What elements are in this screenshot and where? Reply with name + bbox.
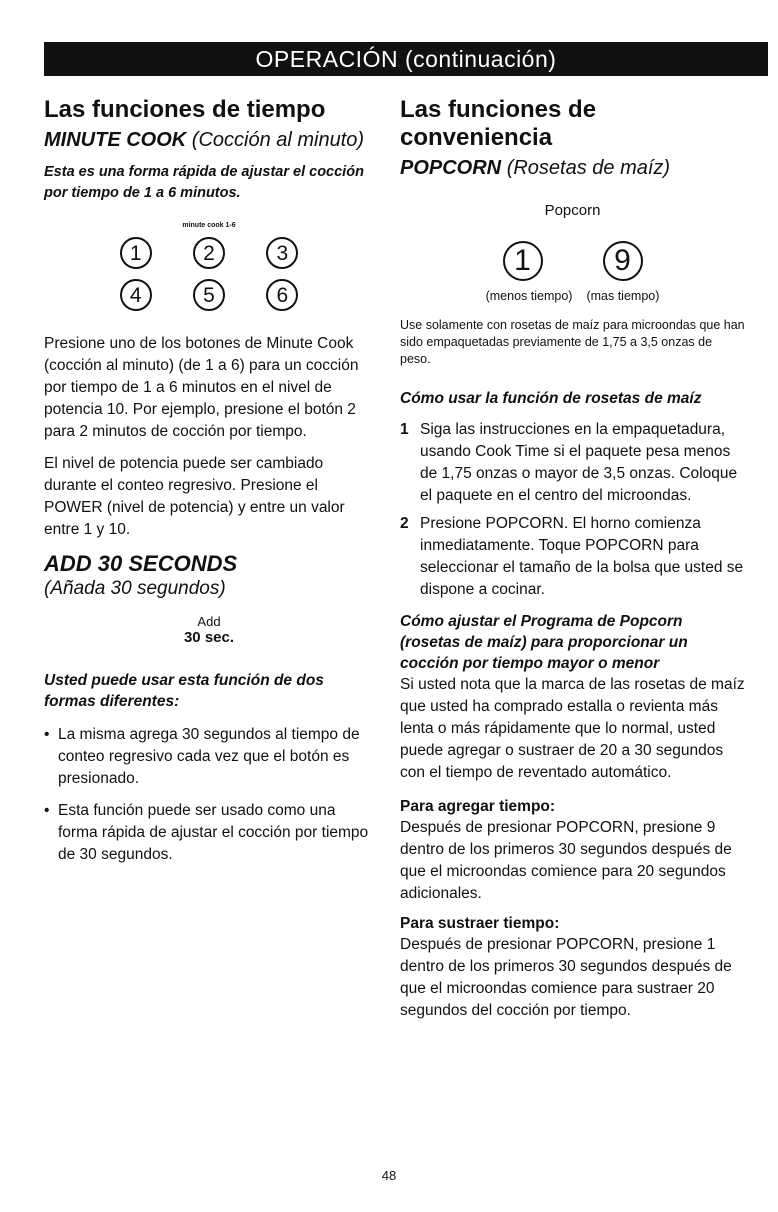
minute-cook-key-label: minute cook 1-6 — [182, 222, 236, 229]
subtract-time-paragraph: Después de presionar POPCORN, presione 1 dentro de los primeros 30 segundos después de que el microondas comience para sustraer 20 segundos del cocción por tiempo. — [400, 936, 732, 1019]
list-item: • La misma agrega 30 segundos al tiempo de conteo regresivo cada vez que el botón es presionado. — [44, 724, 374, 790]
minute-cook-key-3[interactable]: 3 — [266, 237, 298, 269]
list-item: • Esta función puede ser usado como una forma rápida de ajustar el cocción por tiempo de 30 segundos. — [44, 800, 374, 866]
add-time-paragraph: Después de presionar POPCORN, presione 9 dentro de los primeros 30 segundos después de que el microondas comience para 20 segundos adicionales. — [400, 819, 732, 902]
popcorn-note: Use solamente con rosetas de maíz para microondas que han sido empaquetadas previamente de 1,75 a 3,5 onzas de peso. — [400, 318, 745, 366]
step-number: 2 — [400, 515, 409, 532]
minute-cook-paragraph-2: El nivel de potencia puede ser cambiado durante el conteo regresivo. Presione el POWER (nivel de potencia) y entre un valor entre 1 y 10. — [44, 455, 345, 538]
add-30-seconds-translation: (Añada 30 segundos) — [44, 578, 226, 599]
popcorn-key-1[interactable]: 1 — [503, 241, 543, 281]
popcorn-key-captions — [400, 289, 745, 303]
popcorn-title — [400, 156, 745, 180]
popcorn-keypad — [400, 241, 745, 281]
add-30-sec-button[interactable] — [44, 614, 374, 646]
list-item — [400, 419, 745, 507]
list-item — [400, 513, 745, 601]
popcorn-translation: (Rosetas de maíz) — [506, 157, 671, 179]
step-text: Siga las instrucciones en la empaquetadura, usando Cook Time si el paquete pesa menos de 1,75 onzas o mayor de 3,5 onzas. Coloque el paquete en el centro del microondas. — [420, 421, 738, 504]
add-30-usage-heading: Usted puede usar esta función de dos formas diferentes: — [44, 672, 324, 710]
minute-cook-key-6[interactable]: 6 — [266, 279, 298, 311]
popcorn-adjust-paragraph: Si usted nota que la marca de las rosetas de maíz que usted ha comprado estalla o revienta más lenta o más rápidamente que lo normal, usted puede agregar o sustraer de 20 a 30 segundos con el tiempo de reventado automático. — [400, 676, 745, 781]
popcorn-button[interactable]: Popcorn — [544, 202, 601, 219]
add-30-sec-button-line2: 30 sec. — [183, 629, 235, 646]
minute-cook-key-1[interactable]: 1 — [120, 237, 152, 269]
popcorn-steps — [400, 419, 745, 601]
less-time-caption: (menos tiempo) — [485, 289, 573, 303]
minute-cook-paragraph-1: Presione uno de los botones de Minute Cook (cocción al minuto) (de 1 a 6) para un cocción por tiempo de 1 a 6 minutos en el nivel de potencia 10. Por ejemplo, presione el botón 2 para 2 minutos de cocción por tiempo. — [44, 335, 359, 440]
minute-cook-key-4[interactable]: 4 — [120, 279, 152, 311]
minute-cook-translation: (Cocción al minuto) — [191, 129, 365, 151]
minute-cook-intro: Esta es una forma rápida de ajustar el cocción por tiempo de 1 a 6 minutos. — [44, 164, 364, 201]
more-time-caption: (mas tiempo) — [586, 289, 660, 303]
minute-cook-title — [44, 128, 374, 152]
page-number: 48 — [381, 1168, 397, 1183]
step-text: Presione POPCORN. El horno comienza inmediatamente. Toque POPCORN para seleccionar el tamaño de la bolsa que usted se dispone a cocinar. — [420, 515, 744, 598]
subtract-time-heading: Para sustraer tiempo: — [400, 915, 560, 932]
step-number: 1 — [400, 421, 409, 438]
time-functions-heading: Las funciones de tiempo — [44, 96, 326, 123]
popcorn-key-9[interactable]: 9 — [603, 241, 643, 281]
convenience-functions-heading: Las funciones de conveniencia — [400, 96, 597, 151]
section-banner: OPERACIÓN (continuación) — [44, 42, 768, 76]
popcorn-how-heading: Cómo usar la función de rosetas de maíz — [400, 390, 702, 407]
minute-cook-key-2[interactable]: 2 — [193, 237, 225, 269]
add-30-sec-button-line1: Add — [197, 614, 221, 629]
add-30-seconds-title: ADD 30 SECONDS — [44, 551, 238, 576]
popcorn-adjust-heading: Cómo ajustar el Programa de Popcorn (rosetas de maíz) para proporcionar un cocción por tiempo mayor o menor — [400, 613, 688, 672]
right-column — [400, 96, 745, 1022]
left-column — [44, 96, 374, 876]
minute-cook-name: MINUTE COOK — [44, 129, 187, 151]
minute-cook-key-5[interactable]: 5 — [193, 279, 225, 311]
add-time-heading: Para agregar tiempo: — [400, 798, 556, 815]
minute-cook-keypad — [99, 237, 319, 311]
popcorn-name: POPCORN — [400, 157, 502, 179]
add-30-usage-list — [44, 724, 374, 866]
